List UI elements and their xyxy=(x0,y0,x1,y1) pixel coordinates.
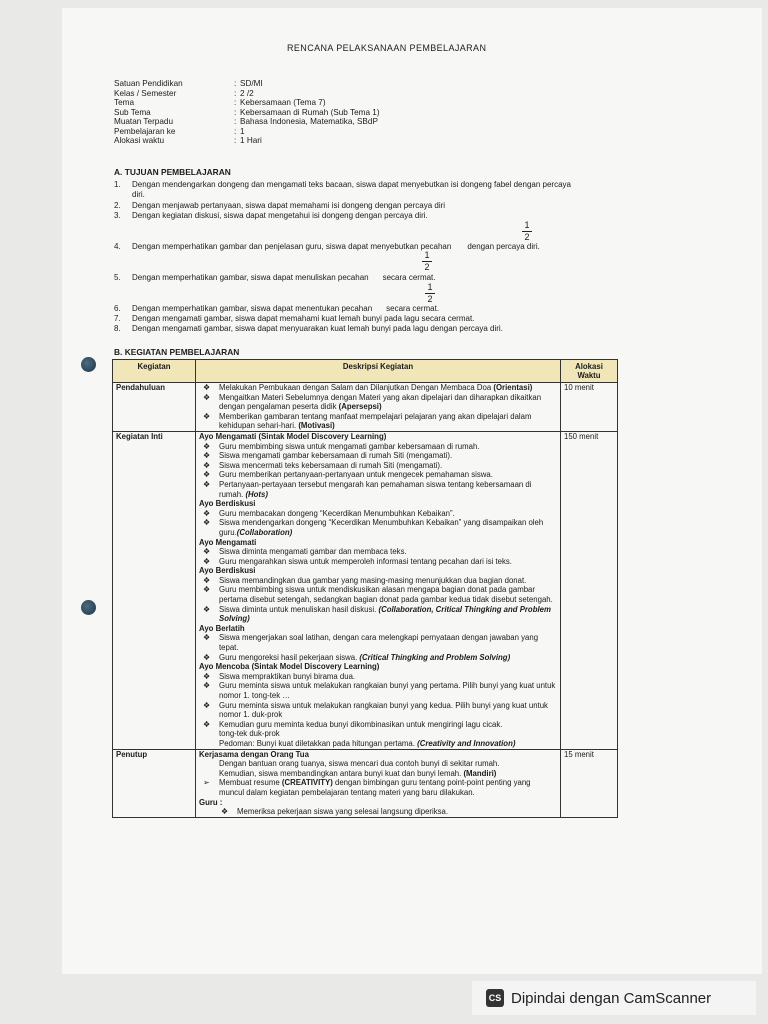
list-item: ❖ Siswa mencermati teks kebersamaan di rumah Siti (mengamati). xyxy=(203,460,443,470)
alokasi-cell: 15 menit xyxy=(561,749,618,817)
list-item: ❖ Siswa mendengarkan dongeng “Kecerdikan Menumbuhkan Kebaikan” yang disampaikan oleh guru.(Collaboration) xyxy=(203,518,544,537)
list-item: ❖ Siswa mengerjakan soal latihan, dengan cara melengkapi pernyataan dengan jawaban yang tepat. xyxy=(203,633,539,653)
deskripsi-cell xyxy=(196,431,561,749)
subheading: Ayo Berdiskusi xyxy=(199,499,256,509)
identity-row: Alokasi waktu : 1 Hari xyxy=(114,136,262,145)
list-item: ❖ Mengaitkan Materi Sebelumnya dengan Materi yang akan dipelajari dan diharapkan dikaitkan dengan pengalaman peserta didik (Apersepsi) xyxy=(203,392,542,412)
tujuan-item-1-cont: diri. xyxy=(132,190,145,199)
subheading: Ayo Mengamati (Sintak Model Discovery Learning) xyxy=(199,431,387,441)
list-item: ❖ Pertanyaan-pertayaan tersebut mengarah kan pemahaman siswa tentang kebersamaan di rumah. (Hots) xyxy=(203,479,532,499)
section-b-heading: B. KEGIATAN PEMBELAJARAN xyxy=(114,347,240,357)
subheading: Kerjasama dengan Orang Tua xyxy=(199,749,309,759)
list-item: ❖ Guru meminta siswa untuk melakukan rangkaian bunyi yang pertama. Pilih bunyi yang kuat untuk nomor 1. tong-tek … xyxy=(203,681,556,700)
fraction-half: 1 2 xyxy=(425,283,435,304)
deskripsi-cell xyxy=(196,749,561,817)
kegiatan-table xyxy=(112,359,618,818)
tujuan-item-7: 7. Dengan mengamati gambar, siswa dapat memahami kuat lemah bunyi pada lagu secara cermat. xyxy=(114,314,475,323)
tujuan-item-1: 1. Dengan mendengarkan dongeng dan mengamati teks bacaan, siswa dapat menyebutkan isi dongeng fabel dengan percaya xyxy=(114,180,571,189)
tujuan-item-3: 3. Dengan kegiatan diskusi, siswa dapat mengetahui isi dongeng dengan percaya diri. xyxy=(114,211,428,220)
header-alokasi: Alokasi Waktu xyxy=(561,360,618,383)
subheading: Ayo Berlatih xyxy=(199,623,245,633)
identity-row: Pembelajaran ke : 1 xyxy=(114,126,245,136)
list-item: ❖ Memberikan gambaran tentang manfaat mempelajari pelajaran yang akan dipelajari dalam kehidupan sehari-hari. (Motivasi) xyxy=(203,411,532,431)
list-item: ❖ Melakukan Pembukaan dengan Salam dan Dilanjutkan Dengan Membaca Doa (Orientasi) xyxy=(203,383,533,392)
kegiatan-name: Pendahuluan xyxy=(113,383,196,432)
paragraph: Dengan bantuan orang tuanya, siswa mencari dua contoh bunyi di sekitar rumah. xyxy=(219,759,500,769)
list-item: ❖ Guru mengarahkan siswa untuk memperoleh informasi tentang pecahan dari isi teks. xyxy=(203,556,512,566)
list-item: ❖ Guru memberikan pertanyaan-pertanyaan untuk mengecek pemahaman siswa. xyxy=(203,470,493,480)
identity-block xyxy=(114,79,380,146)
tujuan-item-8: 8. Dengan mengamati gambar, siswa dapat menyuarakan kuat lemah bunyi pada lagu dengan percaya diri. xyxy=(114,324,503,333)
binder-hole-icon xyxy=(81,357,96,372)
list-item: ❖ Siswa mempraktikan bunyi birama dua. xyxy=(203,671,356,681)
camscanner-logo-icon: CS xyxy=(486,989,504,1007)
binder-hole-icon xyxy=(81,600,96,615)
identity-row: Sub Tema : Kebersamaan di Rumah (Sub Tema 1) xyxy=(114,107,380,117)
list-item: ❖ Siswa mengamati gambar kebersamaan di rumah Siti (mengamati). xyxy=(203,451,453,461)
list-item: ❖ Guru meminta siswa untuk melakukan rangkaian bunyi yang kedua. Pilih bunyi yang kuat untuk nomor 1. duk-prok xyxy=(203,700,548,720)
identity-row: Satuan Pendidikan : SD/MI xyxy=(114,79,263,88)
identity-row: Kelas / Semester : 2 /2 xyxy=(114,88,254,98)
tujuan-item-4: 4. Dengan memperhatikan gambar dan penjelasan guru, siswa dapat menyebutkan pecahan dengan percaya diri. xyxy=(114,242,540,251)
camscanner-watermark xyxy=(472,981,756,1015)
list-item: ❖ Guru membimbing siswa untuk mengamati gambar kebersamaan di rumah. xyxy=(203,441,480,451)
guideline-line: Pedoman: Bunyi kuat diletakkan pada hitungan pertama. (Creativity and Innovation) xyxy=(219,738,516,748)
deskripsi-cell xyxy=(196,383,561,432)
kegiatan-name: Penutup xyxy=(113,749,196,817)
subheading: Ayo Mencoba (Sintak Model Discovery Learning) xyxy=(199,662,380,672)
header-deskripsi: Deskripsi Kegiatan xyxy=(196,360,561,383)
list-item: ❖ Guru membimbing siswa untuk mendiskusikan alasan mengapa bagian donat pada gambar pertama disebut setengah, sedangkan bagian donat pada gambar kedua tidak disebut setengah. xyxy=(203,585,553,605)
table-header-row xyxy=(113,360,618,383)
list-item: ➢ Membuat resume (CREATIVITY) dengan bimbingan guru tentang point-point penting yang muncul dalam kegiatan pembelajaran tentang materi yang baru dilakukan. xyxy=(203,778,531,797)
tujuan-item-6: 6. Dengan memperhatikan gambar, siswa dapat menentukan pecahan secara cermat. xyxy=(114,304,440,313)
watermark-text: Dipindai dengan CamScanner xyxy=(511,989,712,1007)
list-item: ❖ Siswa memandingkan dua gambar yang masing-masing menunjukkan dua bagian donat. xyxy=(203,575,527,585)
subheading: Ayo Berdiskusi xyxy=(199,566,256,576)
table-row-pendahuluan xyxy=(113,383,618,432)
alokasi-cell: 150 menit xyxy=(561,431,618,749)
list-item: ❖ Guru membacakan dongeng “Kecerdikan Menumbuhkan Kebaikan”. xyxy=(203,508,455,518)
header-kegiatan: Kegiatan xyxy=(113,360,196,383)
rhythm-line: tong-tek duk-prok xyxy=(219,729,280,739)
alokasi-cell: 10 menit xyxy=(561,383,618,432)
list-item: ❖ Siswa diminta untuk menuliskan hasil diskusi. (Collaboration, Critical Thingking and Problem Solving) xyxy=(203,604,551,624)
tujuan-item-5: 5. Dengan memperhatikan gambar, siswa dapat menuliskan pecahan secara cermat. xyxy=(114,273,436,282)
paragraph: Kemudian, siswa membandingkan antara bunyi kuat dan bunyi lemah. (Mandiri) xyxy=(219,768,497,778)
subheading: Guru : xyxy=(199,797,223,807)
identity-row: Muatan Terpadu : Bahasa Indonesia, Matematika, SBdP xyxy=(114,117,378,126)
fraction-half: 1 2 xyxy=(422,251,432,272)
list-item: ❖ Memeriksa pekerjaan siswa yang selesai langsung diperiksa. xyxy=(221,807,449,817)
kegiatan-name: Kegiatan Inti xyxy=(113,431,196,749)
document-title: RENCANA PELAKSANAAN PEMBELAJARAN xyxy=(287,43,487,53)
subheading: Ayo Mengamati xyxy=(199,537,257,547)
list-item: ❖ Kemudian guru meminta kedua bunyi dikombinasikan untuk mengiringi lagu cicak. xyxy=(203,719,503,729)
table-row-penutup xyxy=(113,749,618,817)
identity-row: Tema : Kebersamaan (Tema 7) xyxy=(114,98,326,107)
table-row-inti xyxy=(113,431,618,749)
list-item: ❖ Siswa diminta mengamati gambar dan membaca teks. xyxy=(203,547,407,557)
list-item: ❖ Guru mengoreksi hasil pekerjaan siswa. (Critical Thingking and Problem Solving) xyxy=(203,652,511,662)
tujuan-item-2: 2. Dengan menjawab pertanyaan, siswa dapat memahami isi dongeng dengan percaya diri xyxy=(114,201,446,210)
section-a-heading: A. TUJUAN PEMBELAJARAN xyxy=(114,167,231,177)
fraction-half: 1 2 xyxy=(522,221,532,242)
